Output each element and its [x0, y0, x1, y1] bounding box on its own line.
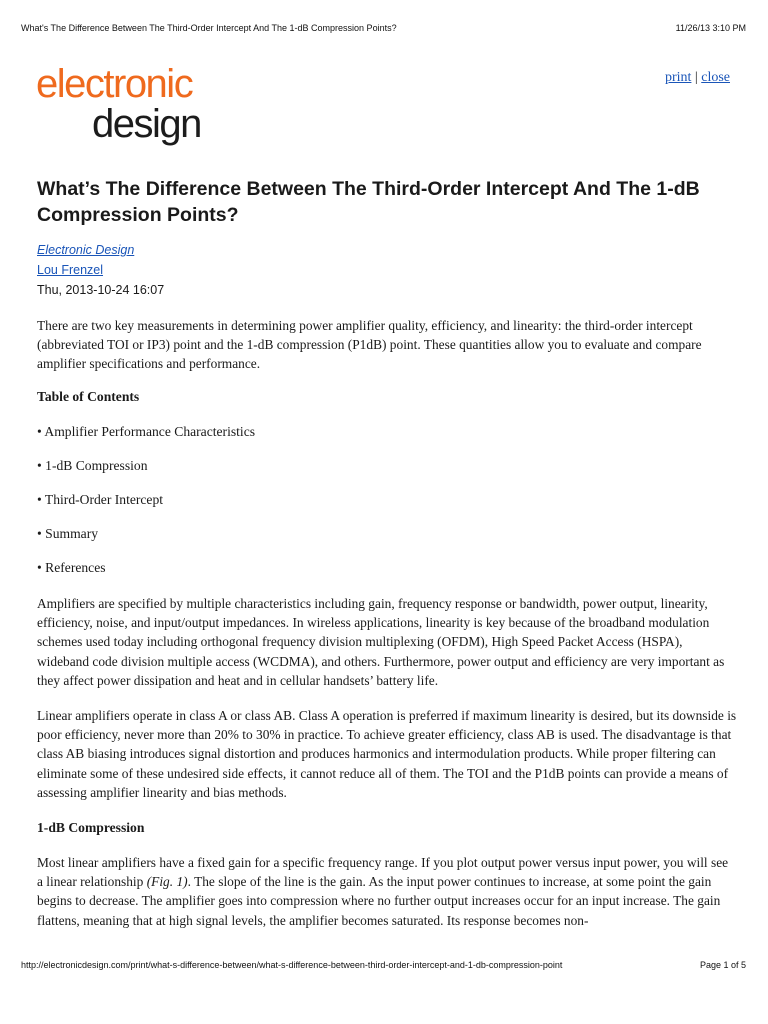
page-actions: [665, 70, 730, 86]
section-heading-1db-compression: 1-dB Compression: [37, 820, 145, 835]
toc-heading: Table of Contents: [37, 389, 140, 404]
source-line: [37, 243, 134, 257]
toc-item-1db-compression: • 1-dB Compression: [37, 458, 148, 473]
article-title: What’s The Difference Between The Third-Order Intercept And The 1-dB Compression Points?: [37, 178, 700, 226]
figure-1-reference: (Fig. 1): [146, 874, 188, 890]
toc-item-summary: • Summary: [37, 526, 99, 541]
author-line: [37, 263, 103, 277]
publish-date: Thu, 2013-10-24 16:07: [37, 283, 165, 297]
paragraph-amplifier-characteristics: Amplifiers are specified by multiple characteristics including gain, frequency response or bandwidth, power output, linearity, efficiency, noise, and input/output impedances. In wireless applications, linearity is key because of the broadband modulation schemes used today including orthogonal frequency division multiplexing (OFDM), High Speed Packet Access (HSPA), wideband code division multiple access (WCDMA), and others. Furthermore, power output and efficiency are very important as they affect power dissipation and heat and in cellular handsets’ battery life.: [37, 596, 725, 688]
browser-page-title: What's The Difference Between The Third-Order Intercept And The 1-dB Compression Points?: [21, 23, 397, 33]
toc-item-references: • References: [37, 560, 106, 575]
page-number: Page 1 of 5: [699, 960, 746, 970]
toc-item-amplifier-performance: • Amplifier Performance Characteristics: [37, 424, 256, 439]
print-link[interactable]: print: [664, 70, 692, 85]
toc-item-third-order-intercept: • Third-Order Intercept: [37, 492, 164, 507]
logo-line-design: design: [92, 102, 201, 146]
link-separator: |: [694, 70, 698, 85]
paragraph-1db-compression: [37, 853, 737, 930]
footer-url: http://electronicdesign.com/print/what-s-difference-between/what-s-difference-between-third-order-intercept-and-1-db-compression-point: [21, 960, 563, 970]
close-link[interactable]: close: [701, 70, 730, 85]
print-timestamp: 11/26/13 3:10 PM: [675, 23, 746, 33]
paragraph-linear-amplifiers: Linear amplifiers operate in class A or class AB. Class A operation is preferred if maximum linearity is desired, but its downside is poor efficiency, never more than 20% to 30% in practice. To achieve greater efficiency, class AB is used. The disadvantage is that class AB biasing introduces signal distortion and produces harmonics and intermodulation products. While proper filtering can eliminate some of these undesired side effects, it cannot reduce all of them. The TOI and the P1dB points can provide a means of assessing amplifier linearity and bias methods.: [37, 708, 737, 800]
paragraph-text-end: . The slope of the line is the gain. As the input power continues to increase, at some point the gain begins to decrease. The amplifier goes into compression where no further output increases occur for an input increase. The gain flattens, meaning that at high signal levels, the amplifier becomes saturated. Its response becomes non-: [37, 874, 721, 928]
paragraph-text-start: Most linear amplifiers have a fixed gain for a specific frequency range. If you plot output power versus input power, you will see a linear relationship: [37, 855, 729, 890]
source-link[interactable]: Electronic Design: [37, 243, 135, 257]
intro-paragraph: There are two key measurements in determining power amplifier quality, efficiency, and linearity: the third-order intercept (abbreviated TOI or IP3) point and the 1-dB compression (P1dB) point. These quantities allow you to evaluate and compare amplifier specifications and performance.: [37, 318, 702, 372]
logo-line-electronic: electronic: [36, 62, 193, 106]
author-link[interactable]: Lou Frenzel: [37, 263, 104, 277]
electronic-design-logo: [36, 64, 216, 154]
